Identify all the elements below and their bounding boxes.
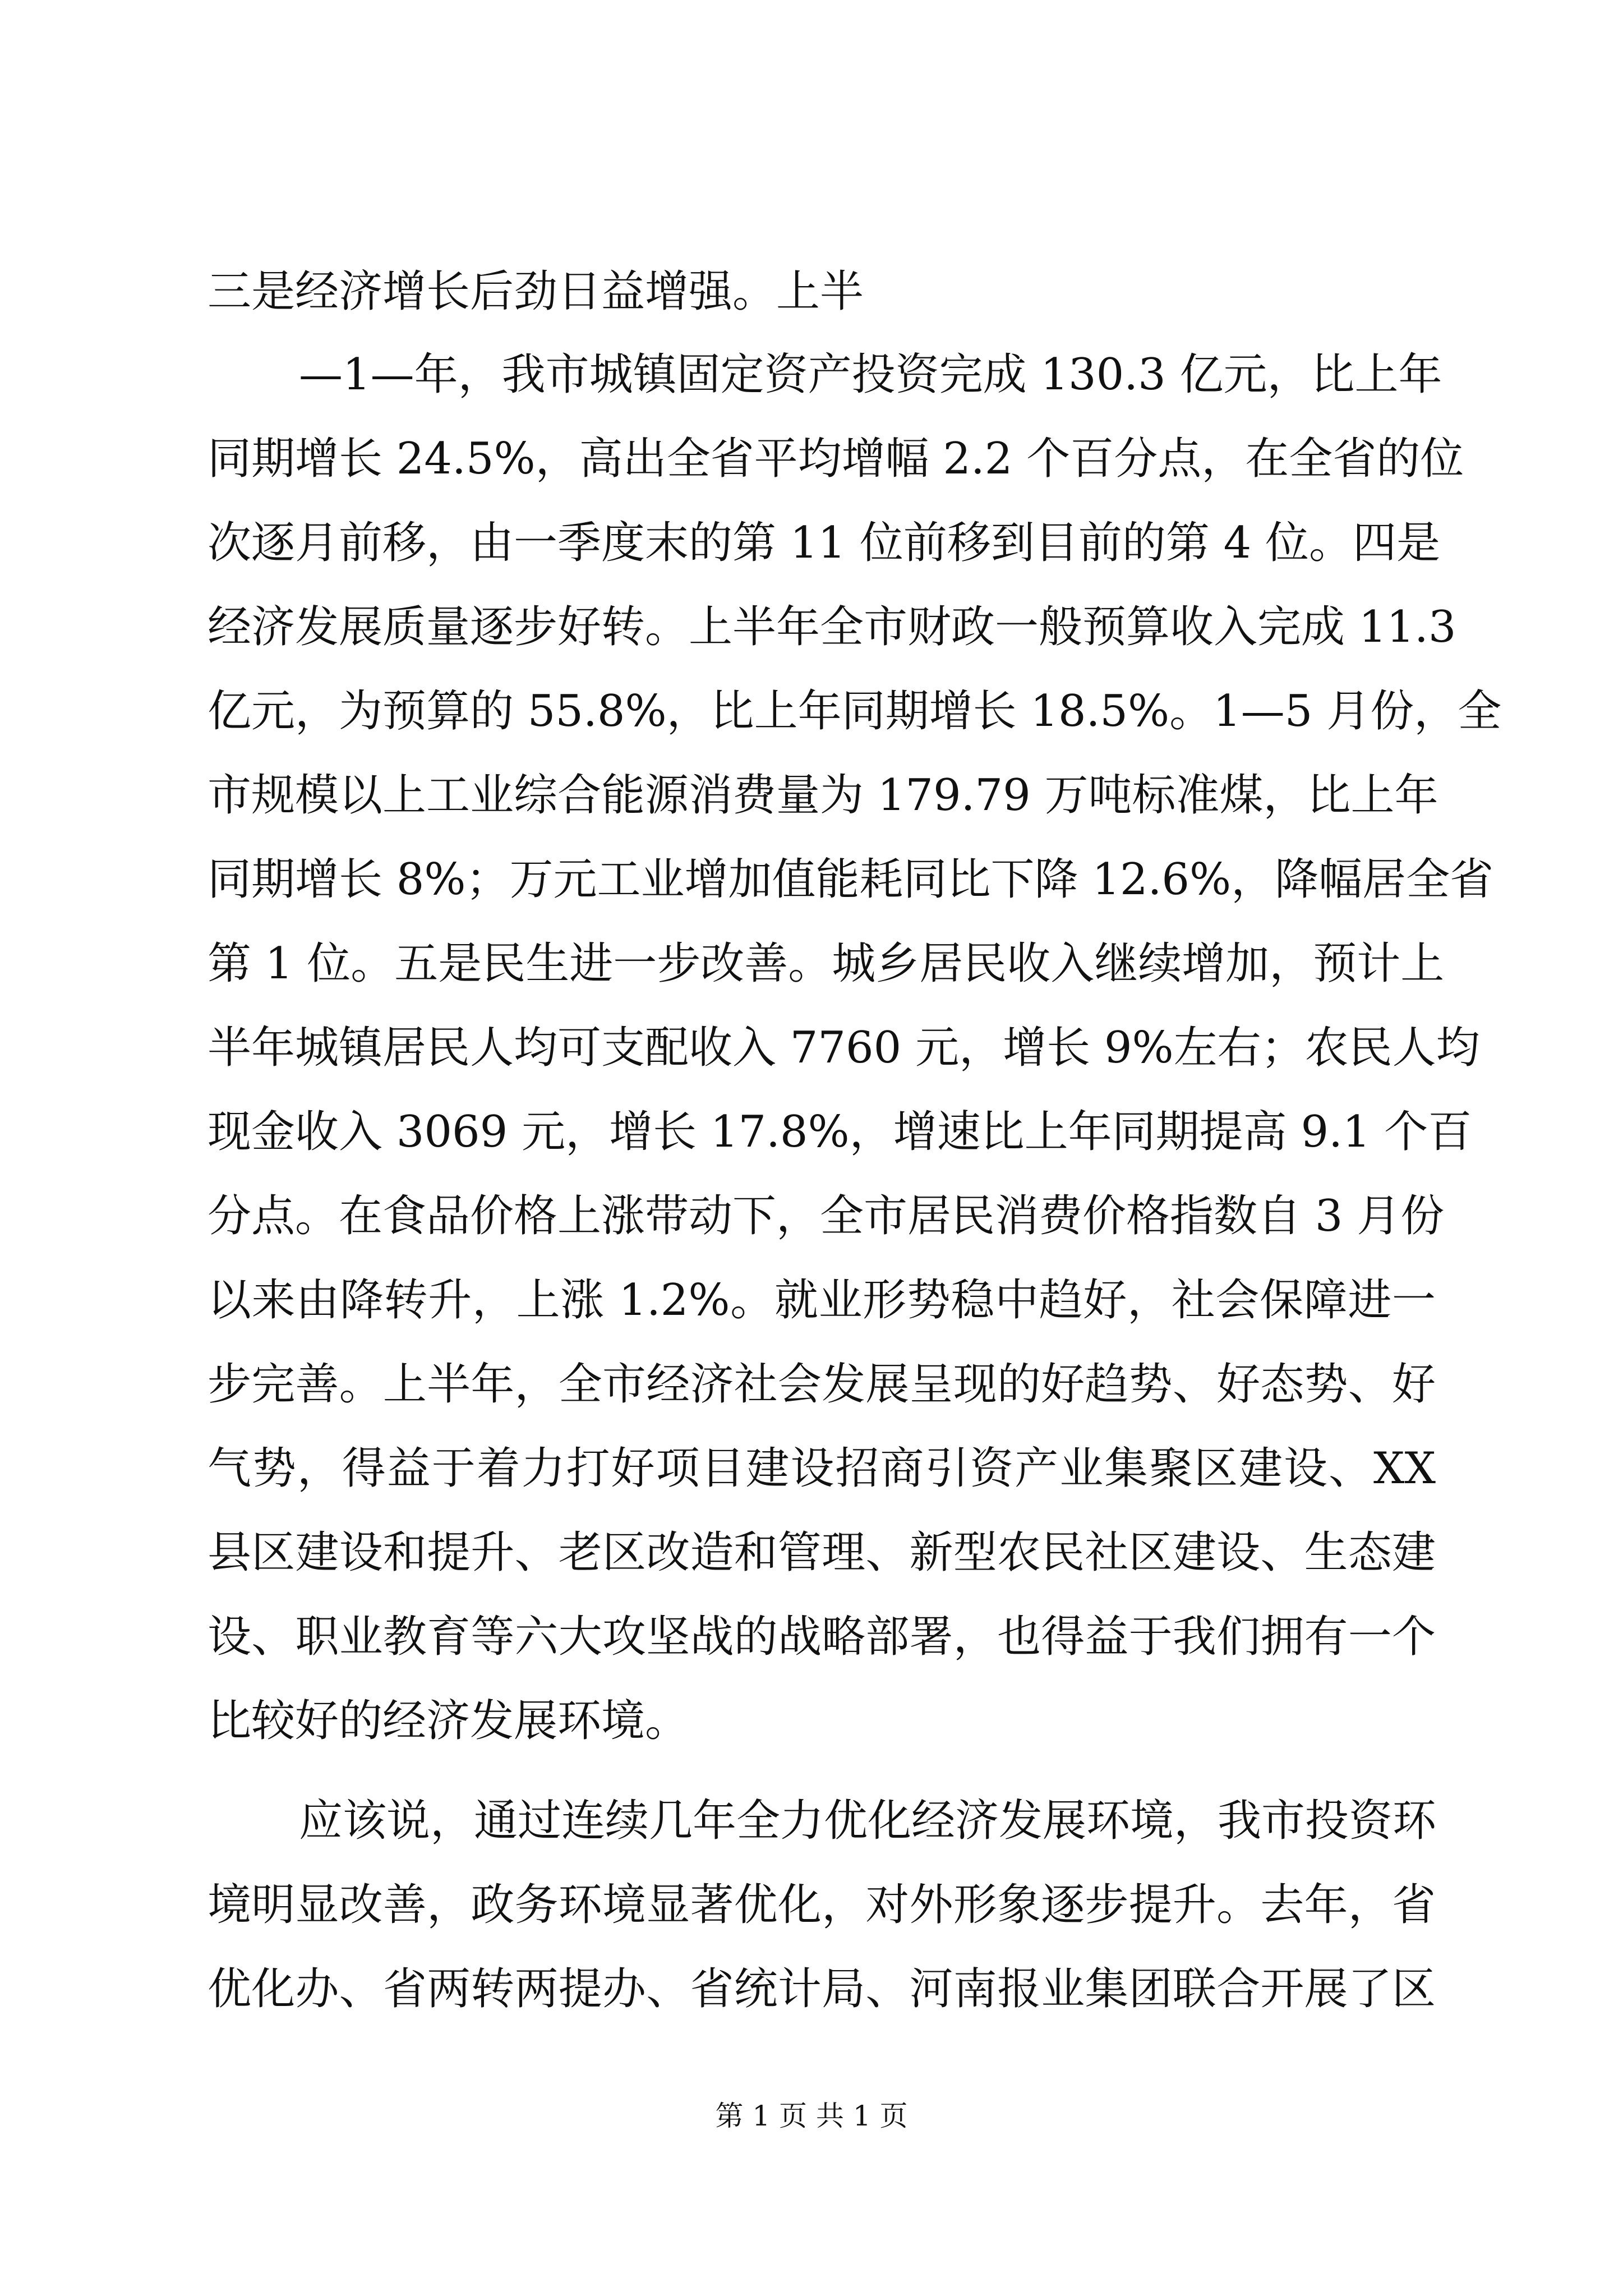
paragraph-line: 县区建设和提升、老区改造和管理、新型农民社区建设、生态建 [208,1527,1436,1578]
paragraph-line: 第 1 位。五是民生进一步改善。城乡居民收入继续增加，预计上 [208,938,1445,989]
paragraph-line: 气势，得益于着力打好项目建设招商引资产业集聚区建设、XX [208,1443,1436,1494]
paragraph-line: 经济发展质量逐步好转。上半年全市财政一般预算收入完成 11.3 [208,602,1456,652]
paragraph-line: 优化办、省两转两提办、省统计局、河南报业集团联合开展了区 [208,1964,1436,2014]
paragraph-line: —1—年，我市城镇固定资产投资完成 130.3 亿元，比上年 [299,349,1442,400]
paragraph-line: 应该说，通过连续几年全力优化经济发展环境，我市投资环 [299,1796,1437,1846]
paragraph-line: 同期增长 8%；万元工业增加值能耗同比下降 12.6%，降幅居全省 [208,854,1494,905]
heading-line: 三是经济增长后劲日益增强。上半 [208,266,864,317]
paragraph-line: 比较好的经济发展环境。 [208,1696,689,1746]
paragraph-line: 设、职业教育等六大攻坚战的战略部署，也得益于我们拥有一个 [208,1612,1436,1662]
paragraph-line: 分点。在食品价格上涨带动下，全市居民消费价格指数自 3 月份 [208,1191,1445,1241]
paragraph-line: 次逐月前移，由一季度末的第 11 位前移到目前的第 4 位。四是 [208,518,1441,568]
paragraph-line: 半年城镇居民人均可支配收入 7760 元，增长 9%左右；农民人均 [208,1023,1480,1073]
paragraph-line: 同期增长 24.5%，高出全省平均增幅 2.2 个百分点，在全省的位 [208,434,1464,484]
paragraph-line: 亿元，为预算的 55.8%，比上年同期增长 18.5%。1—5 月份，全 [208,686,1502,737]
paragraph-line: 现金收入 3069 元，增长 17.8%，增速比上年同期提高 9.1 个百 [208,1107,1472,1157]
paragraph-line: 以来由降转升，上涨 1.2%。就业形势稳中趋好，社会保障进一 [208,1275,1436,1326]
paragraph-line: 市规模以上工业综合能源消费量为 179.79 万吨标准煤，比上年 [208,770,1438,821]
paragraph-line: 步完善。上半年，全市经济社会发展呈现的好趋势、好态势、好 [208,1359,1436,1410]
page-footer: 第 1 页 共 1 页 [715,2100,908,2132]
paragraph-line: 境明显改善，政务环境显著优化，对外形象逐步提升。去年，省 [208,1880,1436,1930]
